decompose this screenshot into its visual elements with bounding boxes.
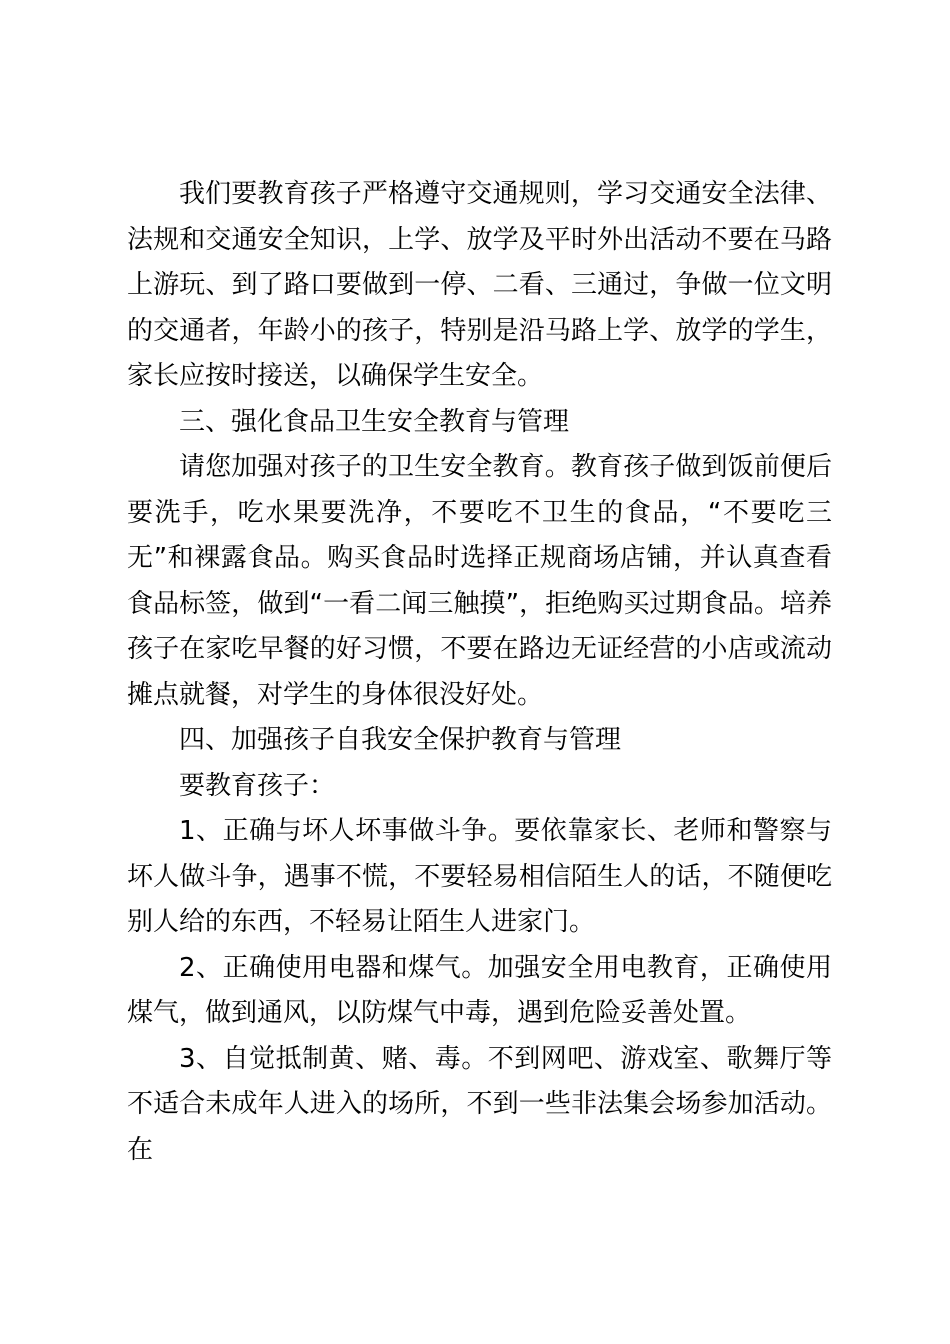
list-item-2: 2、正确使用电器和煤气。加强安全用电教育，正确使用煤气，做到通风，以防煤气中毒，遇到危险妥善处置。: [127, 952, 832, 1028]
section-heading-food-safety: 三、强化食品卫生安全教育与管理: [179, 406, 570, 437]
paragraph-traffic-safety: 我们要教育孩子严格遵守交通规则，学习交通安全法律、法规和交通安全知识，上学、放学及平时外出活动不要在马路上游玩、到了路口要做到一停、二看、三通过，争做一位文明的交通者，年龄小的孩子，特别是沿马路上学、放学的学生，家长应按时接送，以确保学生安全。: [127, 179, 832, 391]
list-item-3: 3、自觉抵制黄、赌、毒。不到网吧、游戏室、歌舞厅等不适合未成年人进入的场所，不到一些非法集会场参加活动。在: [127, 1043, 832, 1165]
paragraph-intro: 要教育孩子：: [179, 770, 336, 801]
list-item-1: 1、正确与坏人坏事做斗争。要依靠家长、老师和警察与坏人做斗争，遇事不慌，不要轻易相信陌生人的话，不随便吃别人给的东西，不轻易让陌生人进家门。: [127, 816, 832, 937]
section-heading-self-protection: 四、加强孩子自我安全保护教育与管理: [179, 725, 622, 755]
paragraph-food-safety: 请您加强对孩子的卫生安全教育。教育孩子做到饭前便后要洗手，吃水果要洗净，不要吃不卫生的食品，“不要吃三无”和裸露食品。购买食品时选择正规商场店铺，并认真查看食品标签，做到“一看二闻三触摸”，拒绝购买过期食品。培养孩子在家吃早餐的好习惯，不要在路边无证经营的小店或流动摊点就餐，对学生的身体很没好处。: [127, 452, 832, 710]
